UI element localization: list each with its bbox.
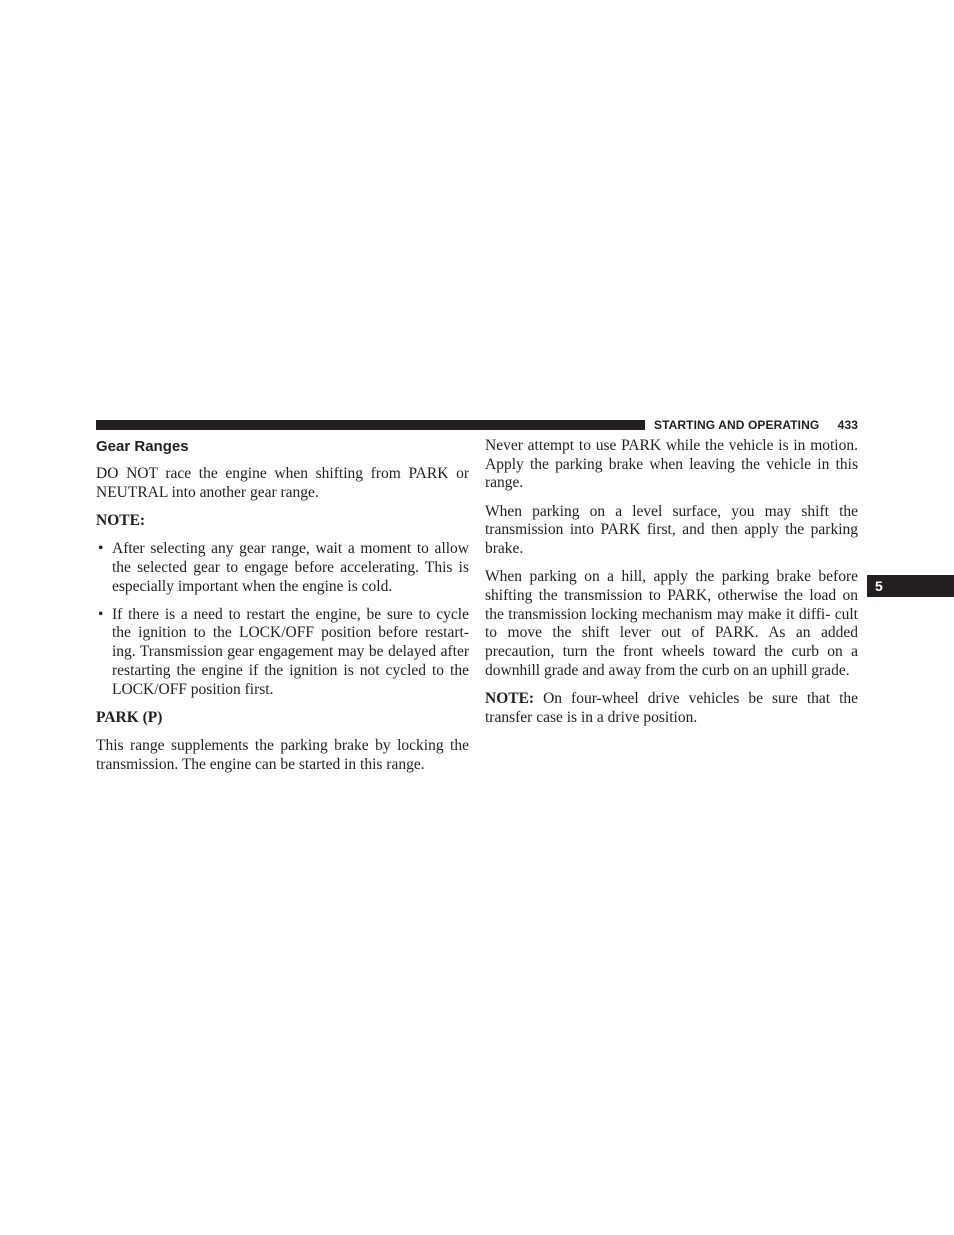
paragraph: When parking on a level surface, you may shift the transmission into PARK first, and then apply the parking brake. — [485, 502, 858, 558]
note-label: NOTE: — [96, 511, 146, 529]
bullet-item: • After selecting any gear range, wait a moment to allow the selected gear to engage before accelerating. This is especially important when the engine is cold. — [96, 540, 469, 596]
section-title-header: STARTING AND OPERATING — [654, 418, 820, 432]
chapter-tab: 5 — [867, 575, 954, 597]
left-column — [96, 437, 469, 784]
right-column — [485, 437, 858, 737]
note-text: On four-wheel drive vehicles be sure that the transfer case is in a drive position. — [485, 689, 858, 726]
paragraph: DO NOT race the engine when shifting from PARK or NEUTRAL into another gear range. — [96, 465, 469, 501]
page-number: 433 — [837, 418, 858, 432]
header-rule — [96, 420, 645, 430]
section-heading: Gear Ranges — [96, 438, 189, 455]
paragraph: When parking on a hill, apply the parking brake before shifting the transmission to PARK, otherwise the load on the transmission locking mechanism may make it diffi- cult to move the shift lever out of PARK. As an added precaution, turn the front wheels toward the curb on a downhill grade and away from the curb on an uphill grade. — [485, 568, 858, 679]
running-header — [654, 417, 858, 433]
paragraph: Never attempt to use PARK while the vehicle is in motion. Apply the parking brake when leaving the vehicle in this range. — [485, 437, 858, 492]
subheading: PARK (P) — [96, 708, 163, 726]
note-label: NOTE: — [485, 689, 535, 707]
paragraph: This range supplements the parking brake by locking the transmission. The engine can be started in this range. — [96, 736, 469, 773]
bullet-item: • If there is a need to restart the engine, be sure to cycle the ignition to the LOCK/OFF position before restart- ing. Transmission gear engagement may be delayed after restarting the engine if the ignition is not cycled to the LOCK/OFF position first. — [96, 606, 469, 700]
note-bullet-list — [96, 540, 469, 699]
note-paragraph — [485, 690, 858, 727]
